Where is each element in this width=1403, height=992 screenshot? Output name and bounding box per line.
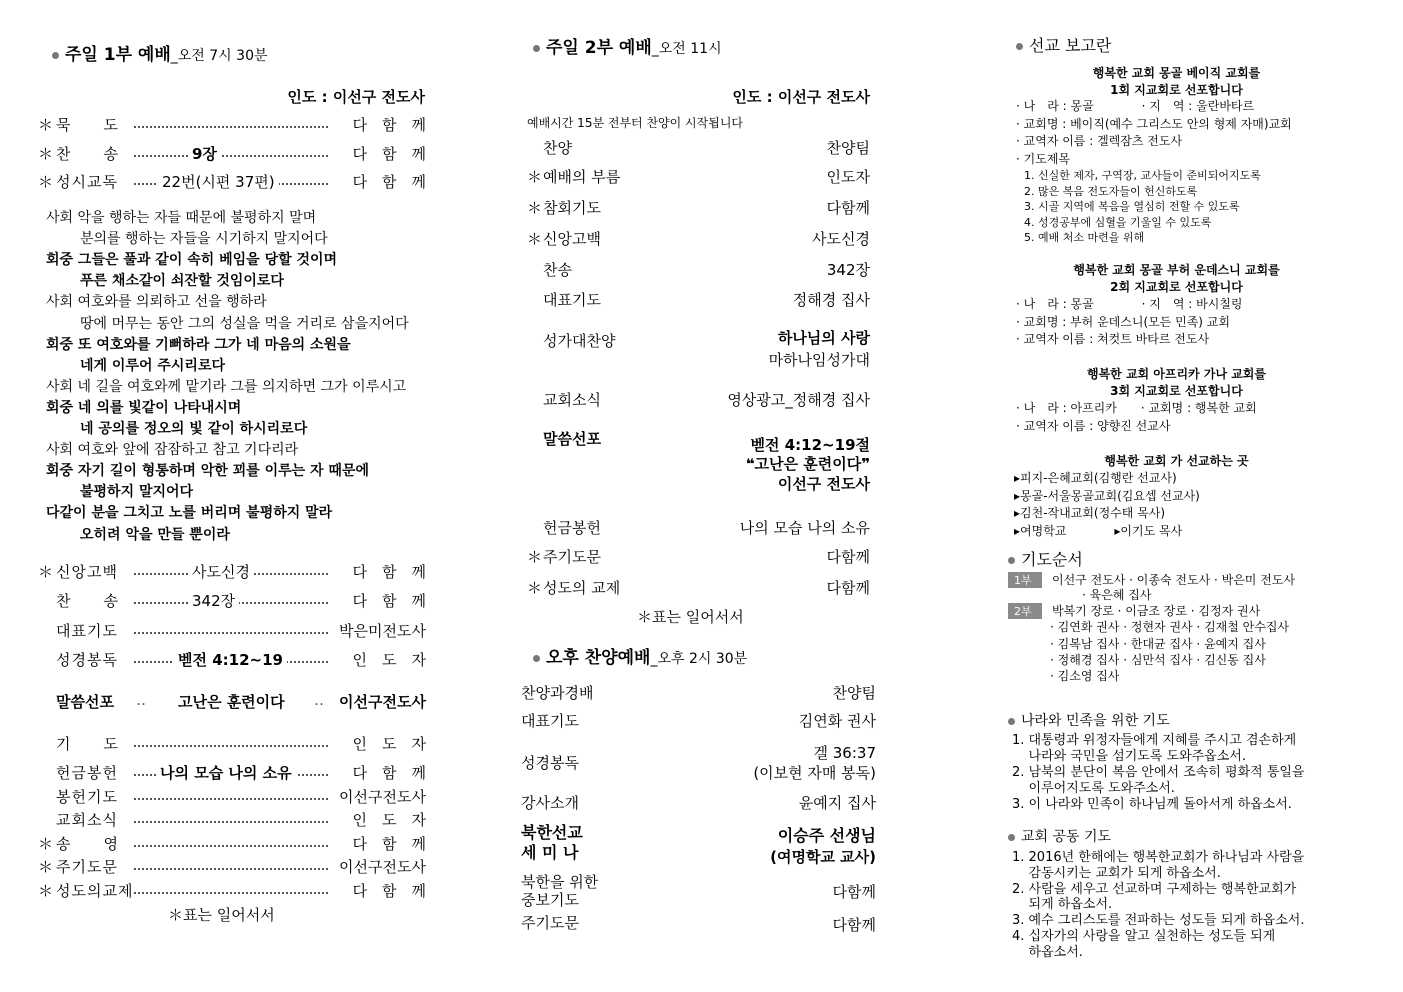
order-label: 성도의교제 <box>56 882 134 900</box>
part2-line: · 정해경 집사 · 심만석 집사 · 김신동 집사 <box>1050 652 1266 667</box>
pm-label: 대표기도 <box>521 712 579 730</box>
text-line: · 교회명 : 베이직(예수 그리스도 안의 형제 자매)교회 <box>1016 116 1292 131</box>
service2-notice: 예배시간 15분 전부터 찬양이 시작됩니다 <box>527 116 744 130</box>
pm-prayer-label-1: 북한을 위한 <box>521 873 599 891</box>
order-person: 342장 <box>826 261 870 279</box>
order-label: 찬양 <box>543 139 572 157</box>
text-line: 3. 시골 지역에 복음을 열심히 전할 수 있도록 <box>1024 200 1240 213</box>
text-line: · 교역자 이름 : 양향진 선교사 <box>1016 418 1171 433</box>
pm-lord-label: 주기도문 <box>521 914 579 932</box>
pm-seminar-label-2: 세 미 나 <box>521 843 579 862</box>
order-person: 인 도 자 <box>349 809 426 830</box>
order-person: 다 함 께 <box>349 171 426 192</box>
prayer-order-title <box>1008 547 1083 570</box>
stand-mark: ＊ <box>38 858 54 876</box>
text-line: · 교회명 : 부허 운데스니(모든 민족) 교회 <box>1016 314 1230 329</box>
reading-line: 푸른 채소같이 쇠잔할 것임이로다 <box>80 273 284 290</box>
order-person: 이선구전도사 <box>335 856 426 877</box>
order-row <box>38 856 426 876</box>
pm-reading-passage: 겔 36:37 <box>813 744 876 762</box>
pm-prayer-label-2: 중보기도 <box>521 891 579 909</box>
afternoon-title-text: 오후 찬양예배 <box>546 648 651 668</box>
pm-reading-reader: (이보현 자매 봉독) <box>753 764 876 782</box>
order-label: 참회기도 <box>543 199 601 217</box>
reading-line: 사회 여호와를 의뢰하고 선을 행하라 <box>46 294 267 311</box>
news-value: 영상광고_정해경 집사 <box>727 391 870 409</box>
text-line: 되게 하옵소서. <box>1012 897 1113 913</box>
mission-title <box>1016 33 1111 56</box>
text-line: 3. 예수 그리스도를 전파하는 성도들 되게 하옵소서. <box>1012 913 1305 929</box>
order-label: 찬 송 <box>56 145 119 163</box>
order-row <box>38 620 426 640</box>
order-row <box>38 561 426 581</box>
text-line: · 나 라 : 몽골 · 지 역 : 울란바타르 <box>1016 99 1255 113</box>
text-line: · 기도제목 <box>1016 151 1070 166</box>
order-row <box>38 762 426 782</box>
part1-line-2: · 육은혜 집사 <box>1082 588 1152 602</box>
order-person: 다함께 <box>826 548 870 566</box>
part2-line-1: 박복기 장로 · 이금조 장로 · 김정자 권사 <box>1052 604 1261 618</box>
stand-mark: ＊ <box>38 116 54 134</box>
bullet-icon <box>1008 718 1015 725</box>
order-label: 교회소식 <box>56 811 118 829</box>
text-line: 2. 많은 복음 전도자들이 헌신하도록 <box>1024 184 1198 198</box>
reading-line: 다같이 분을 그치고 노를 버리며 불평하지 말라 <box>46 505 333 522</box>
reading-line: 불평하지 말지어다 <box>80 484 194 501</box>
part1-tag: 1부 <box>1008 572 1042 588</box>
order-label: 묵 도 <box>56 116 119 134</box>
bullet-icon <box>52 52 59 59</box>
order-label: 예배의 부름 <box>543 168 621 186</box>
order-value: 벧전 4:12~19 <box>174 649 287 670</box>
bullet-icon <box>533 45 540 52</box>
m2-heading-1: 행복한 교회 몽골 부허 운데스니 교회를 <box>1073 263 1280 277</box>
order-person: 다 함 께 <box>349 143 426 164</box>
pm-intro-label: 강사소개 <box>521 794 579 812</box>
text-line: · 나 라 : 몽골 · 지 역 : 바시칠링 <box>1016 297 1243 311</box>
order-person: 다 함 께 <box>349 880 426 901</box>
dot-leader <box>134 632 328 634</box>
m1-heading-1: 행복한 교회 몽골 베이직 교회를 <box>1092 66 1261 80</box>
order-row <box>38 171 426 191</box>
prayer-part2 <box>1008 602 1260 619</box>
sermon2-passage: 벧전 4:12~19절 <box>750 436 870 454</box>
reading-line: 분의를 행하는 자들을 시기하지 말지어다 <box>80 231 328 248</box>
order-person: 다 함 께 <box>349 114 426 135</box>
order-label: 대표기도 <box>56 622 118 640</box>
text-line: 하옵소서. <box>1012 944 1083 960</box>
order-label: 성경봉독 <box>56 651 118 669</box>
dot-leader <box>134 845 328 847</box>
order-label: 대표기도 <box>543 291 601 309</box>
part2-line: · 김복남 집사 · 한대균 집사 · 윤예지 집사 <box>1050 636 1266 651</box>
reading-line: 네 공의를 정오의 빛 같이 하시리로다 <box>80 421 308 437</box>
order-label: 기 도 <box>56 735 119 753</box>
part1-line-1: 이선구 전도사 · 이종숙 전도사 · 박은미 전도사 <box>1052 573 1295 587</box>
pm-reading-label: 성경봉독 <box>521 754 579 772</box>
order-row <box>38 114 426 134</box>
order-row <box>38 833 426 853</box>
dot-leader <box>134 155 328 157</box>
order-person: 정해경 집사 <box>792 291 870 309</box>
prayer-part1 <box>1008 571 1295 588</box>
church-prayer-title-text: 교회 공동 기도 <box>1021 829 1112 845</box>
service2-footnote: ＊표는 일어서서 <box>637 608 744 626</box>
news-label: 교회소식 <box>543 391 601 409</box>
order-person: 다 함 께 <box>349 762 426 783</box>
reading-line: 회중 네 의를 빛같이 나타내시며 <box>46 399 242 416</box>
church-prayer-title <box>1008 826 1111 846</box>
text-line: 5. 예배 처소 마련을 위해 <box>1024 231 1145 244</box>
order-value: 9장 <box>188 143 221 164</box>
order-person: 나의 모습 나의 소유 <box>739 519 870 537</box>
text-line: 4. 십자가의 사랑을 알고 실천하는 성도들 되게 <box>1012 929 1276 944</box>
stand-mark: ＊ <box>38 835 54 853</box>
order-person: 사도신경 <box>812 230 870 248</box>
text-line: ▸몽골-서울몽골교회(김요셉 선교사) <box>1014 488 1200 503</box>
dot-leader <box>134 821 328 823</box>
order-label: 주기도문 <box>56 858 118 876</box>
reading-line: 회중 자기 길이 형통하며 악한 꾀를 이루는 자 때문에 <box>46 463 369 480</box>
m1-heading-2: 1회 지교회로 선포합니다 <box>1110 83 1243 97</box>
prayer-order-title-text: 기도순서 <box>1021 550 1083 569</box>
order-value: 나의 모습 나의 소유 <box>156 762 296 783</box>
dot-leader <box>134 745 328 747</box>
order-person: 다 함 께 <box>349 561 426 582</box>
text-line: 이루어지도록 도와주소서. <box>1012 781 1175 796</box>
service1-time: _오전 7시 30분 <box>170 48 268 64</box>
pm-seminar-label-1: 북한선교 <box>521 823 583 842</box>
stand-mark: ＊ <box>527 548 543 566</box>
text-line: 1. 신실한 제자, 구역장, 교사들이 준비되어지도록 <box>1024 169 1261 182</box>
m3-heading-1: 행복한 교회 아프리카 가나 교회를 <box>1086 367 1266 381</box>
order-value: 사도신경 <box>188 561 254 582</box>
pm-seminar-affil: (여명학교 교사) <box>770 848 876 866</box>
reading-line: 땅에 머무는 동안 그의 성실을 먹을 거리로 삼을지어다 <box>80 315 409 332</box>
text-line: ▸김천-작내교회(정수태 목사) <box>1014 506 1166 520</box>
order-row <box>38 143 426 163</box>
dot-leader <box>134 126 328 128</box>
text-line: 3. 이 나라와 민족이 하나님께 돌아서게 하옵소서. <box>1012 797 1292 812</box>
text-line: 감동시키는 교회가 되게 하옵소서. <box>1012 865 1221 881</box>
text-line: 1. 2016년 한해에는 행복한교회가 하나님과 사람을 <box>1012 850 1305 865</box>
stand-mark: ＊ <box>38 173 54 191</box>
text-line: ▸피지-은혜교회(김행란 선교사) <box>1014 471 1177 485</box>
order-label: 봉헌기도 <box>56 788 118 806</box>
order-label: 성시교독 <box>56 173 118 191</box>
dot-leader <box>134 868 328 870</box>
choir-name: 마하나임성가대 <box>768 351 870 369</box>
order-label: 헌금봉헌 <box>543 519 601 537</box>
stand-mark: ＊ <box>38 882 54 900</box>
order-label: 찬 송 <box>56 592 119 610</box>
bullet-icon <box>1008 557 1015 564</box>
order-person: 다함께 <box>826 199 870 217</box>
stand-mark: ＊ <box>38 563 54 581</box>
part2-tag: 2부 <box>1008 603 1042 619</box>
part2-line: · 김소영 집사 <box>1050 669 1120 684</box>
order-person: 찬양팀 <box>826 139 870 157</box>
dot-leader <box>134 892 328 894</box>
order-person: 다 함 께 <box>349 833 426 854</box>
order-label: 주기도문 <box>543 548 601 566</box>
reading-line: 회중 그들은 풀과 같이 속히 베임을 당할 것이며 <box>46 252 338 269</box>
text-line: 2. 남북의 분단이 복음 안에서 조속히 평화적 통일을 <box>1012 765 1305 780</box>
pm-person: 김연화 권사 <box>798 712 876 730</box>
order-label: 신앙고백 <box>543 230 601 248</box>
text-line: 4. 성경공부에 심혈을 기울일 수 있도록 <box>1024 215 1212 229</box>
choir-song: 하나님의 사랑 <box>777 329 870 347</box>
service2-leader: 인도 : 이선구 전도사 <box>732 88 870 106</box>
sermon-title: 고난은 훈련이다 <box>178 693 285 711</box>
afternoon-title <box>533 643 747 668</box>
pm-seminar-label <box>521 823 583 863</box>
sermon-preacher: 이선구전도사 <box>339 693 426 711</box>
order-value: 22번(시편 37편) <box>158 171 279 192</box>
order-label: 찬송 <box>543 261 572 279</box>
order-row <box>38 733 426 753</box>
text-line: · 교역자 이름 : 겔렉잠츠 전도사 <box>1016 134 1183 148</box>
order-value: 342장 <box>188 590 239 611</box>
sermon2-preacher: 이선구 전도사 <box>777 475 870 493</box>
order-label: 신앙고백 <box>56 563 118 581</box>
stand-mark: ＊ <box>527 199 543 217</box>
m3-heading-2: 3회 지교회로 선포합니다 <box>1110 384 1243 398</box>
afternoon-time: _오후 2시 30분 <box>650 651 748 667</box>
pm-lord-value: 다함께 <box>832 916 876 934</box>
order-row <box>38 786 426 806</box>
stand-mark: ＊ <box>527 579 543 597</box>
order-row <box>38 590 426 610</box>
order-person: 인도자 <box>826 168 870 186</box>
stand-mark: ＊ <box>38 145 54 163</box>
service1-leader: 인도 : 이선구 전도사 <box>287 88 425 106</box>
order-person: 다함께 <box>826 579 870 597</box>
reading-line: 오히려 악을 만들 뿐이라 <box>80 526 230 543</box>
nation-prayer-title-text: 나라와 민족을 위한 기도 <box>1021 713 1170 729</box>
reading-line: 사회 네 길을 여호와께 맡기라 그를 의지하면 그가 이루시고 <box>46 378 407 395</box>
order-person: 이선구전도사 <box>335 786 426 807</box>
order-row <box>38 880 426 900</box>
pm-person: 찬양팀 <box>832 684 876 702</box>
order-person: 다 함 께 <box>349 590 426 611</box>
reading-line: 네게 이루어 주시리로다 <box>80 357 225 374</box>
pm-prayer-label <box>521 873 598 909</box>
reading-line: 사회 악을 행하는 자들 때문에 불평하지 말며 <box>46 210 317 226</box>
sermon2-title: ❝고난은 훈련이다❞ <box>745 455 870 473</box>
order-row <box>38 649 426 669</box>
sermon2-label: 말씀선포 <box>543 430 601 448</box>
order-person: 인 도 자 <box>349 649 426 670</box>
text-line: 1. 대통령과 위정자들에게 지혜를 주시고 겸손하게 <box>1012 733 1297 748</box>
pm-label: 찬양과경배 <box>521 684 594 702</box>
service1-title <box>52 40 268 65</box>
order-label: 송 영 <box>56 835 119 853</box>
bullet-icon <box>1008 834 1015 841</box>
nation-prayer-title <box>1008 710 1170 730</box>
service2-title <box>533 33 722 58</box>
order-row <box>38 809 426 829</box>
order-label: 헌금봉헌 <box>56 764 118 782</box>
text-line: 나라와 국민을 섬기도록 도와주옵소서. <box>1012 749 1246 764</box>
m2-heading-2: 2회 지교회로 선포합니다 <box>1110 280 1243 294</box>
choir-label: 성가대찬양 <box>543 332 616 350</box>
order-person: 박은미전도사 <box>335 620 426 641</box>
service2-title-text: 주일 2부 예배 <box>546 38 652 58</box>
stand-mark: ＊ <box>527 230 543 248</box>
service1-title-text: 주일 1부 예배 <box>65 45 171 65</box>
text-line: · 나 라 : 아프리카 · 교회명 : 행복한 교회 <box>1016 401 1257 415</box>
mission-title-text: 선교 보고란 <box>1029 36 1112 55</box>
text-line: ▸여명학교 ▸이기도 목사 <box>1014 523 1183 538</box>
bullet-icon <box>1016 43 1023 50</box>
service2-time: _오전 11시 <box>651 41 722 57</box>
part2-line: · 김연화 권사 · 정현자 권사 · 김재철 안수집사 <box>1050 620 1290 635</box>
sermon-label: 말씀선포 <box>56 693 114 711</box>
order-label: 성도의 교제 <box>543 579 621 597</box>
bullet-icon <box>533 655 540 662</box>
pm-intro-value: 윤예지 집사 <box>798 794 876 812</box>
service1-footnote: ＊표는 일어서서 <box>168 906 275 924</box>
text-line: · 교역자 이름 : 쳐컷트 바타르 전도사 <box>1016 332 1210 346</box>
dot-leader <box>134 798 328 800</box>
reading-line: 회중 또 여호와를 기뻐하라 그가 네 마음의 소원을 <box>46 336 351 353</box>
pm-seminar-speaker: 이승주 선생님 <box>777 826 876 845</box>
pm-prayer-value: 다함께 <box>832 883 876 901</box>
text-line: 2. 사람을 세우고 선교하며 구제하는 행복한교회가 <box>1012 881 1297 897</box>
stand-mark: ＊ <box>527 168 543 186</box>
order-person: 인 도 자 <box>349 733 426 754</box>
m4-heading: 행복한 교회 가 선교하는 곳 <box>1104 454 1249 468</box>
reading-line: 사회 여호와 앞에 잠잠하고 참고 기다리라 <box>46 442 299 459</box>
